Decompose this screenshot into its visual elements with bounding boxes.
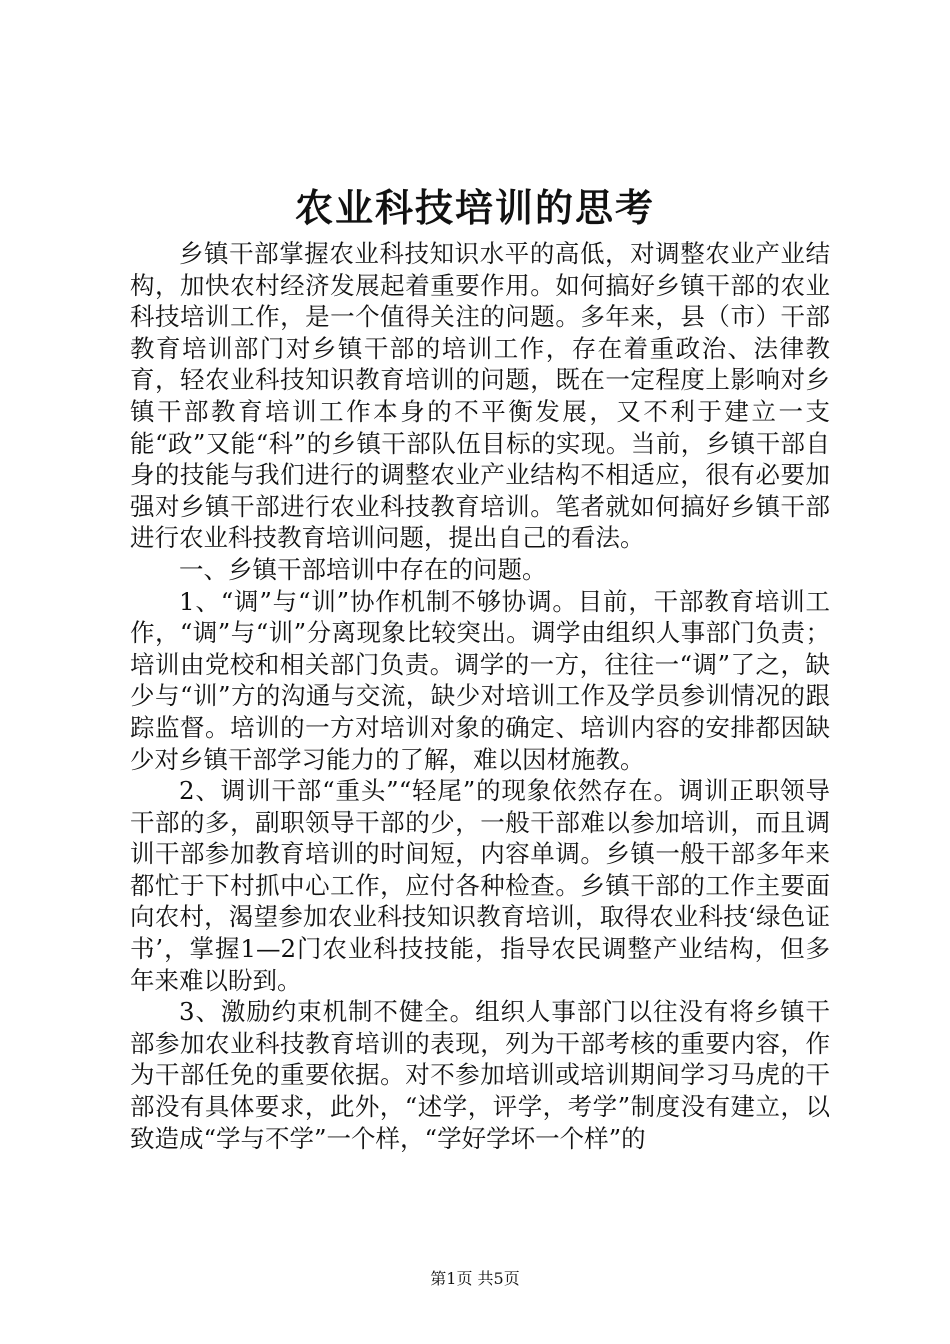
document-body [130, 238, 830, 1154]
paragraph-section-heading: 一、乡镇干部培训中存在的问题。 [179, 554, 547, 584]
paragraph-item-2: 2、调训干部“重头”“轻尾”的现象依然存在。调训正职领导干部的多，副职领导干部的少，一般干部难以参加培训，而且调训干部参加教育培训的时间短，内容单调。乡镇一般干部多年来都忙于下村抓中心工作，应付各种检查。乡镇干部的工作主要面向农村，渴望参加农业科技知识教育培训，取得农业科技‘绿色证书’，掌握1—2门农业科技技能，指导农民调整产业结构，但多年来难以盼到。 [130, 776, 830, 995]
page-number-footer: 第1页 共5页 [430, 1269, 520, 1288]
paragraph-item-3: 3、激励约束机制不健全。组织人事部门以往没有将乡镇干部参加农业科技教育培训的表现，列为干部考核的重要内容，作为干部任免的重要依据。对不参加培训或培训期间学习马虎的干部没有具体要求，此外，“述学，评学，考学”制度没有建立，以致造成“学与不学”一个样，“学好学坏一个样”的 [130, 997, 830, 1153]
paragraph-item-1: 1、“调”与“训”协作机制不够协调。目前，干部教育培训工作，“调”与“训”分离现象比较突出。调学由组织人事部门负责；培训由党校和相关部门负责。调学的一方，往往一“调”了之，缺少与“训”方的沟通与交流，缺少对培训工作及学员参训情况的跟踪监督。培训的一方对培训对象的确定、培训内容的安排都因缺少对乡镇干部学习能力的了解，难以因材施教。 [130, 586, 830, 774]
document-title: 农业科技培训的思考 [294, 185, 655, 230]
paragraph-intro: 乡镇干部掌握农业科技知识水平的高低，对调整农业产业结构，加快农村经济发展起着重要作用。如何搞好乡镇干部的农业科技培训工作，是一个值得关注的问题。多年来，县（市）干部教育培训部门对乡镇干部的培训工作，存在着重政治、法律教育，轻农业科技知识教育培训的问题，既在一定程度上影响对乡镇干部教育培训工作本身的不平衡发展，又不利于建立一支能“政”又能“科”的乡镇干部队伍目标的实现。当前，乡镇干部自身的技能与我们进行的调整农业产业结构不相适应，很有必要加强对乡镇干部进行农业科技教育培训。笔者就如何搞好乡镇干部进行农业科技教育培训问题，提出自己的看法。 [130, 239, 830, 553]
